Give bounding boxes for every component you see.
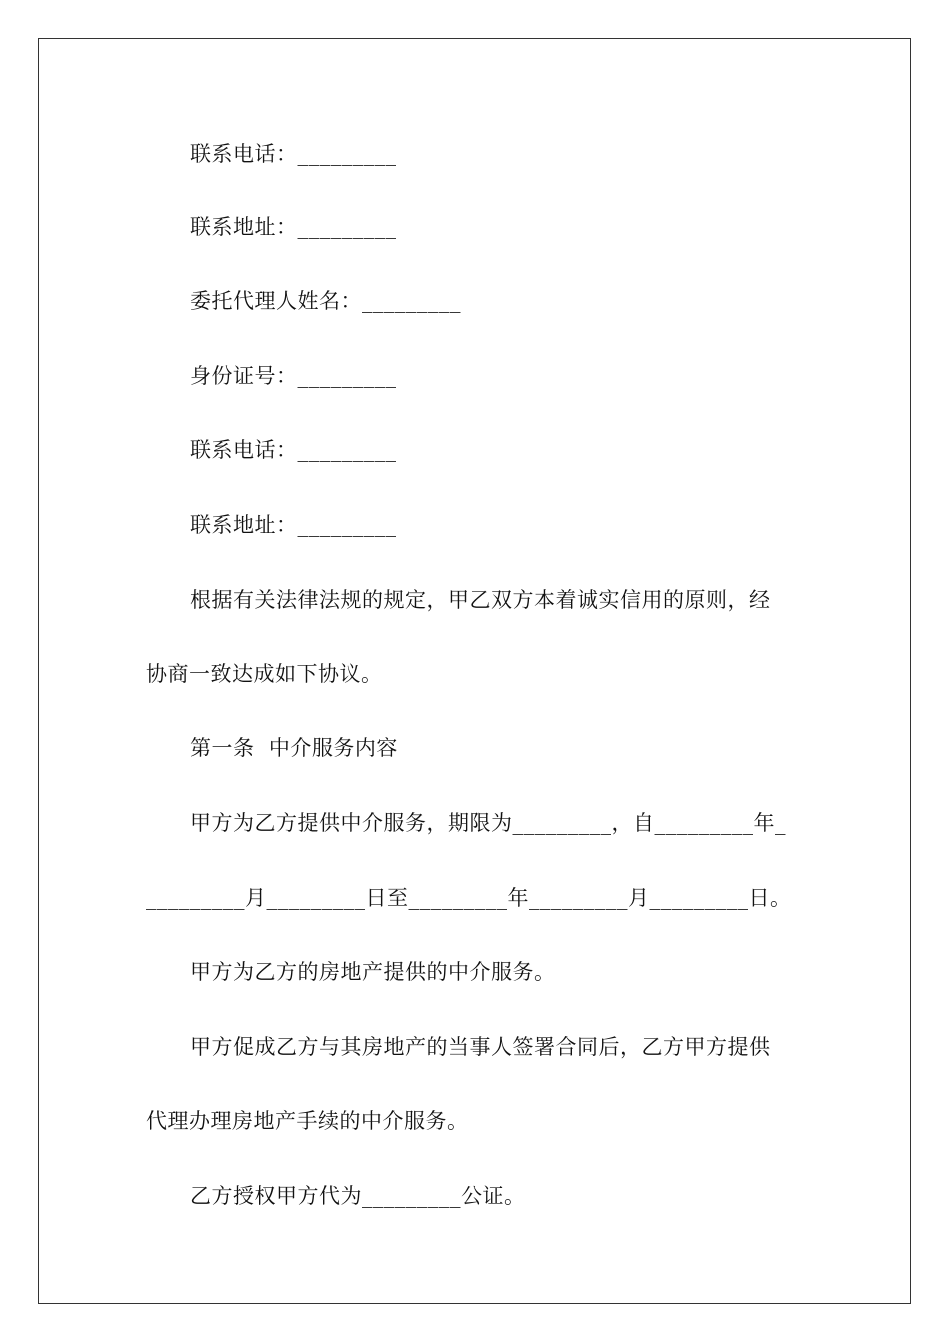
- contact-phone-line-2: 联系电话：_________: [190, 438, 397, 462]
- contract-service-line-1: 甲方促成乙方与其房地产的当事人签署合同后，乙方甲方提供: [190, 1035, 771, 1059]
- notarization-line: 乙方授权甲方代为_________公证。: [190, 1184, 526, 1208]
- contact-address-line-2: 联系地址：_________: [190, 513, 397, 537]
- agent-name-line: 委托代理人姓名：_________: [190, 289, 461, 313]
- contract-service-line-2: 代理办理房地产手续的中介服务。: [146, 1109, 469, 1133]
- contact-address-line: 联系地址：_________: [190, 215, 397, 239]
- service-scope-line: 甲方为乙方的房地产提供的中介服务。: [190, 960, 556, 984]
- article-1-heading: 第一条 中介服务内容: [190, 736, 398, 760]
- id-number-line: 身份证号：_________: [190, 364, 397, 388]
- preamble-paragraph-line-2: 协商一致达成如下协议。: [146, 662, 383, 686]
- service-period-line-2: _________月_________日至_________年_________月_________日。: [146, 886, 792, 910]
- contact-phone-line: 联系电话：_________: [190, 142, 397, 166]
- preamble-paragraph-line-1: 根据有关法律法规的规定，甲乙双方本着诚实信用的原则，经: [190, 588, 771, 612]
- service-period-line-1: 甲方为乙方提供中介服务，期限为_________，自_________年_: [190, 811, 786, 835]
